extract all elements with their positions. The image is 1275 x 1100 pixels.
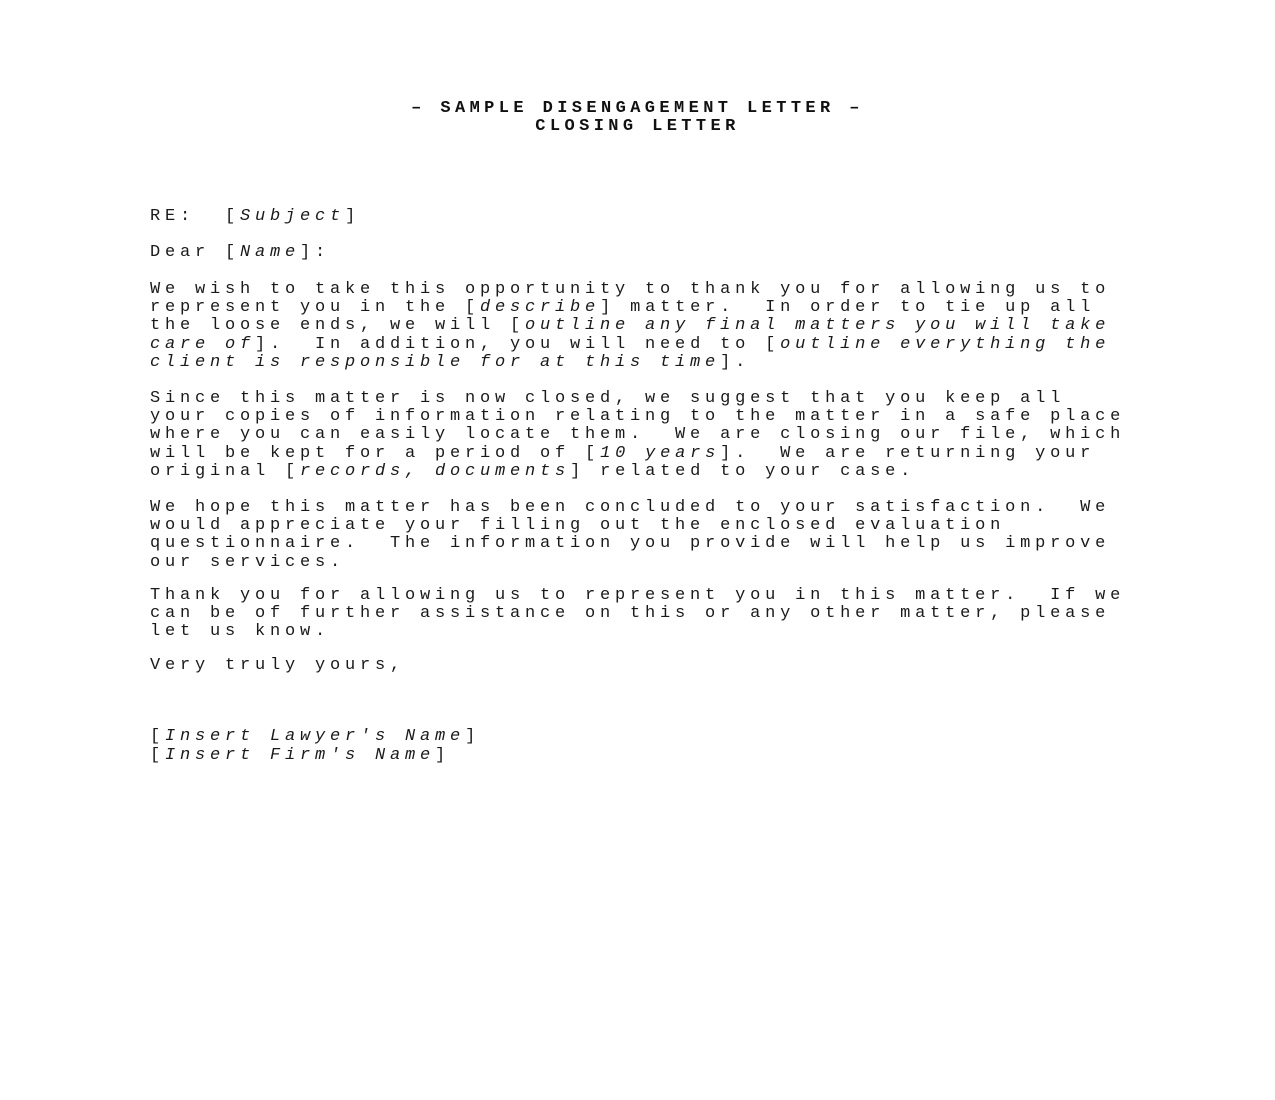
paragraph-line — [150, 554, 1110, 572]
firm-name-placeholder: Insert Firm's Name — [165, 746, 436, 765]
body-text: questionnaire. The information you provide will help us improve — [150, 534, 1111, 554]
paragraph-1 — [150, 281, 1110, 372]
placeholder-text: describe — [480, 298, 601, 318]
paragraph-line — [150, 317, 1110, 335]
body-text: ]. In addition, you will need to [ — [255, 334, 781, 354]
body-text: the loose ends, we will [ — [150, 316, 526, 336]
placeholder-text: outline any final matters you will take — [525, 316, 1111, 336]
body-text: would appreciate your filling out the enclosed evaluation — [150, 516, 1006, 536]
placeholder-text: 10 years — [600, 443, 721, 463]
body-text: We hope this matter has been concluded to your satisfaction. We — [150, 498, 1111, 517]
re-subject: [Subject] — [225, 207, 361, 226]
placeholder-text: client is responsible for at this time — [150, 352, 721, 372]
body-text: Since this matter is now closed, we suggest that you keep all — [150, 389, 1066, 408]
salutation-name-placeholder: Name — [240, 243, 301, 262]
paragraph-line — [150, 354, 1110, 372]
body-text: ]. — [720, 352, 751, 372]
body-text: will be kept for a period of [ — [150, 443, 601, 463]
salutation — [150, 244, 330, 262]
paragraph-line — [150, 517, 1110, 535]
body-text: represent you in the [ — [150, 298, 481, 318]
body-text: our services. — [150, 552, 346, 572]
paragraph-line — [150, 390, 1125, 408]
body-text: original [ — [150, 461, 301, 481]
lawyer-name-placeholder: Insert Lawyer's Name — [165, 727, 466, 746]
paragraph-line — [150, 445, 1125, 463]
body-text: can be of further assistance on this or any other matter, please — [150, 604, 1111, 624]
signature-firm: [Insert Firm's Name] — [150, 746, 451, 765]
paragraph-line — [150, 336, 1110, 354]
paragraph-line — [150, 535, 1110, 553]
paragraph-3 — [150, 499, 1110, 572]
paragraph-line — [150, 499, 1110, 517]
paragraph-line — [150, 605, 1125, 623]
signature-lawyer: [Insert Lawyer's Name] — [150, 727, 481, 746]
paragraph-4 — [150, 587, 1125, 642]
paragraph-line — [150, 587, 1125, 605]
placeholder-text: outline everything the — [780, 334, 1111, 354]
paragraph-line — [150, 281, 1110, 299]
body-text: Thank you for allowing us to represent you in this matter. If we — [150, 586, 1126, 605]
paragraph-line — [150, 623, 1125, 641]
body-text: let us know. — [150, 622, 331, 642]
salutation-suffix: ]: — [300, 243, 331, 262]
body-text: ] matter. In order to tie up all — [600, 298, 1096, 318]
placeholder-text: care of — [150, 334, 256, 354]
re-subject-placeholder: Subject — [240, 207, 346, 226]
placeholder-text: records, documents — [300, 461, 571, 481]
paragraph-line — [150, 299, 1110, 317]
paragraph-2 — [150, 390, 1125, 481]
re-label: RE: — [150, 207, 196, 226]
paragraph-line — [150, 426, 1125, 444]
body-text: ] related to your case. — [570, 461, 916, 481]
body-text: ]. We are returning your — [720, 443, 1096, 463]
salutation-prefix: Dear [ — [150, 243, 241, 262]
document-title: – SAMPLE DISENGAGEMENT LETTER – — [411, 99, 864, 118]
document-subtitle: CLOSING LETTER — [535, 117, 740, 136]
paragraph-line — [150, 408, 1125, 426]
body-text: We wish to take this opportunity to thank you for allowing us to — [150, 280, 1111, 299]
re-line — [150, 208, 360, 226]
body-text: your copies of information relating to the matter in a safe place — [150, 407, 1126, 427]
closing: Very truly yours, — [150, 656, 406, 675]
body-text: where you can easily locate them. We are closing our file, which — [150, 425, 1126, 445]
paragraph-line — [150, 463, 1125, 481]
